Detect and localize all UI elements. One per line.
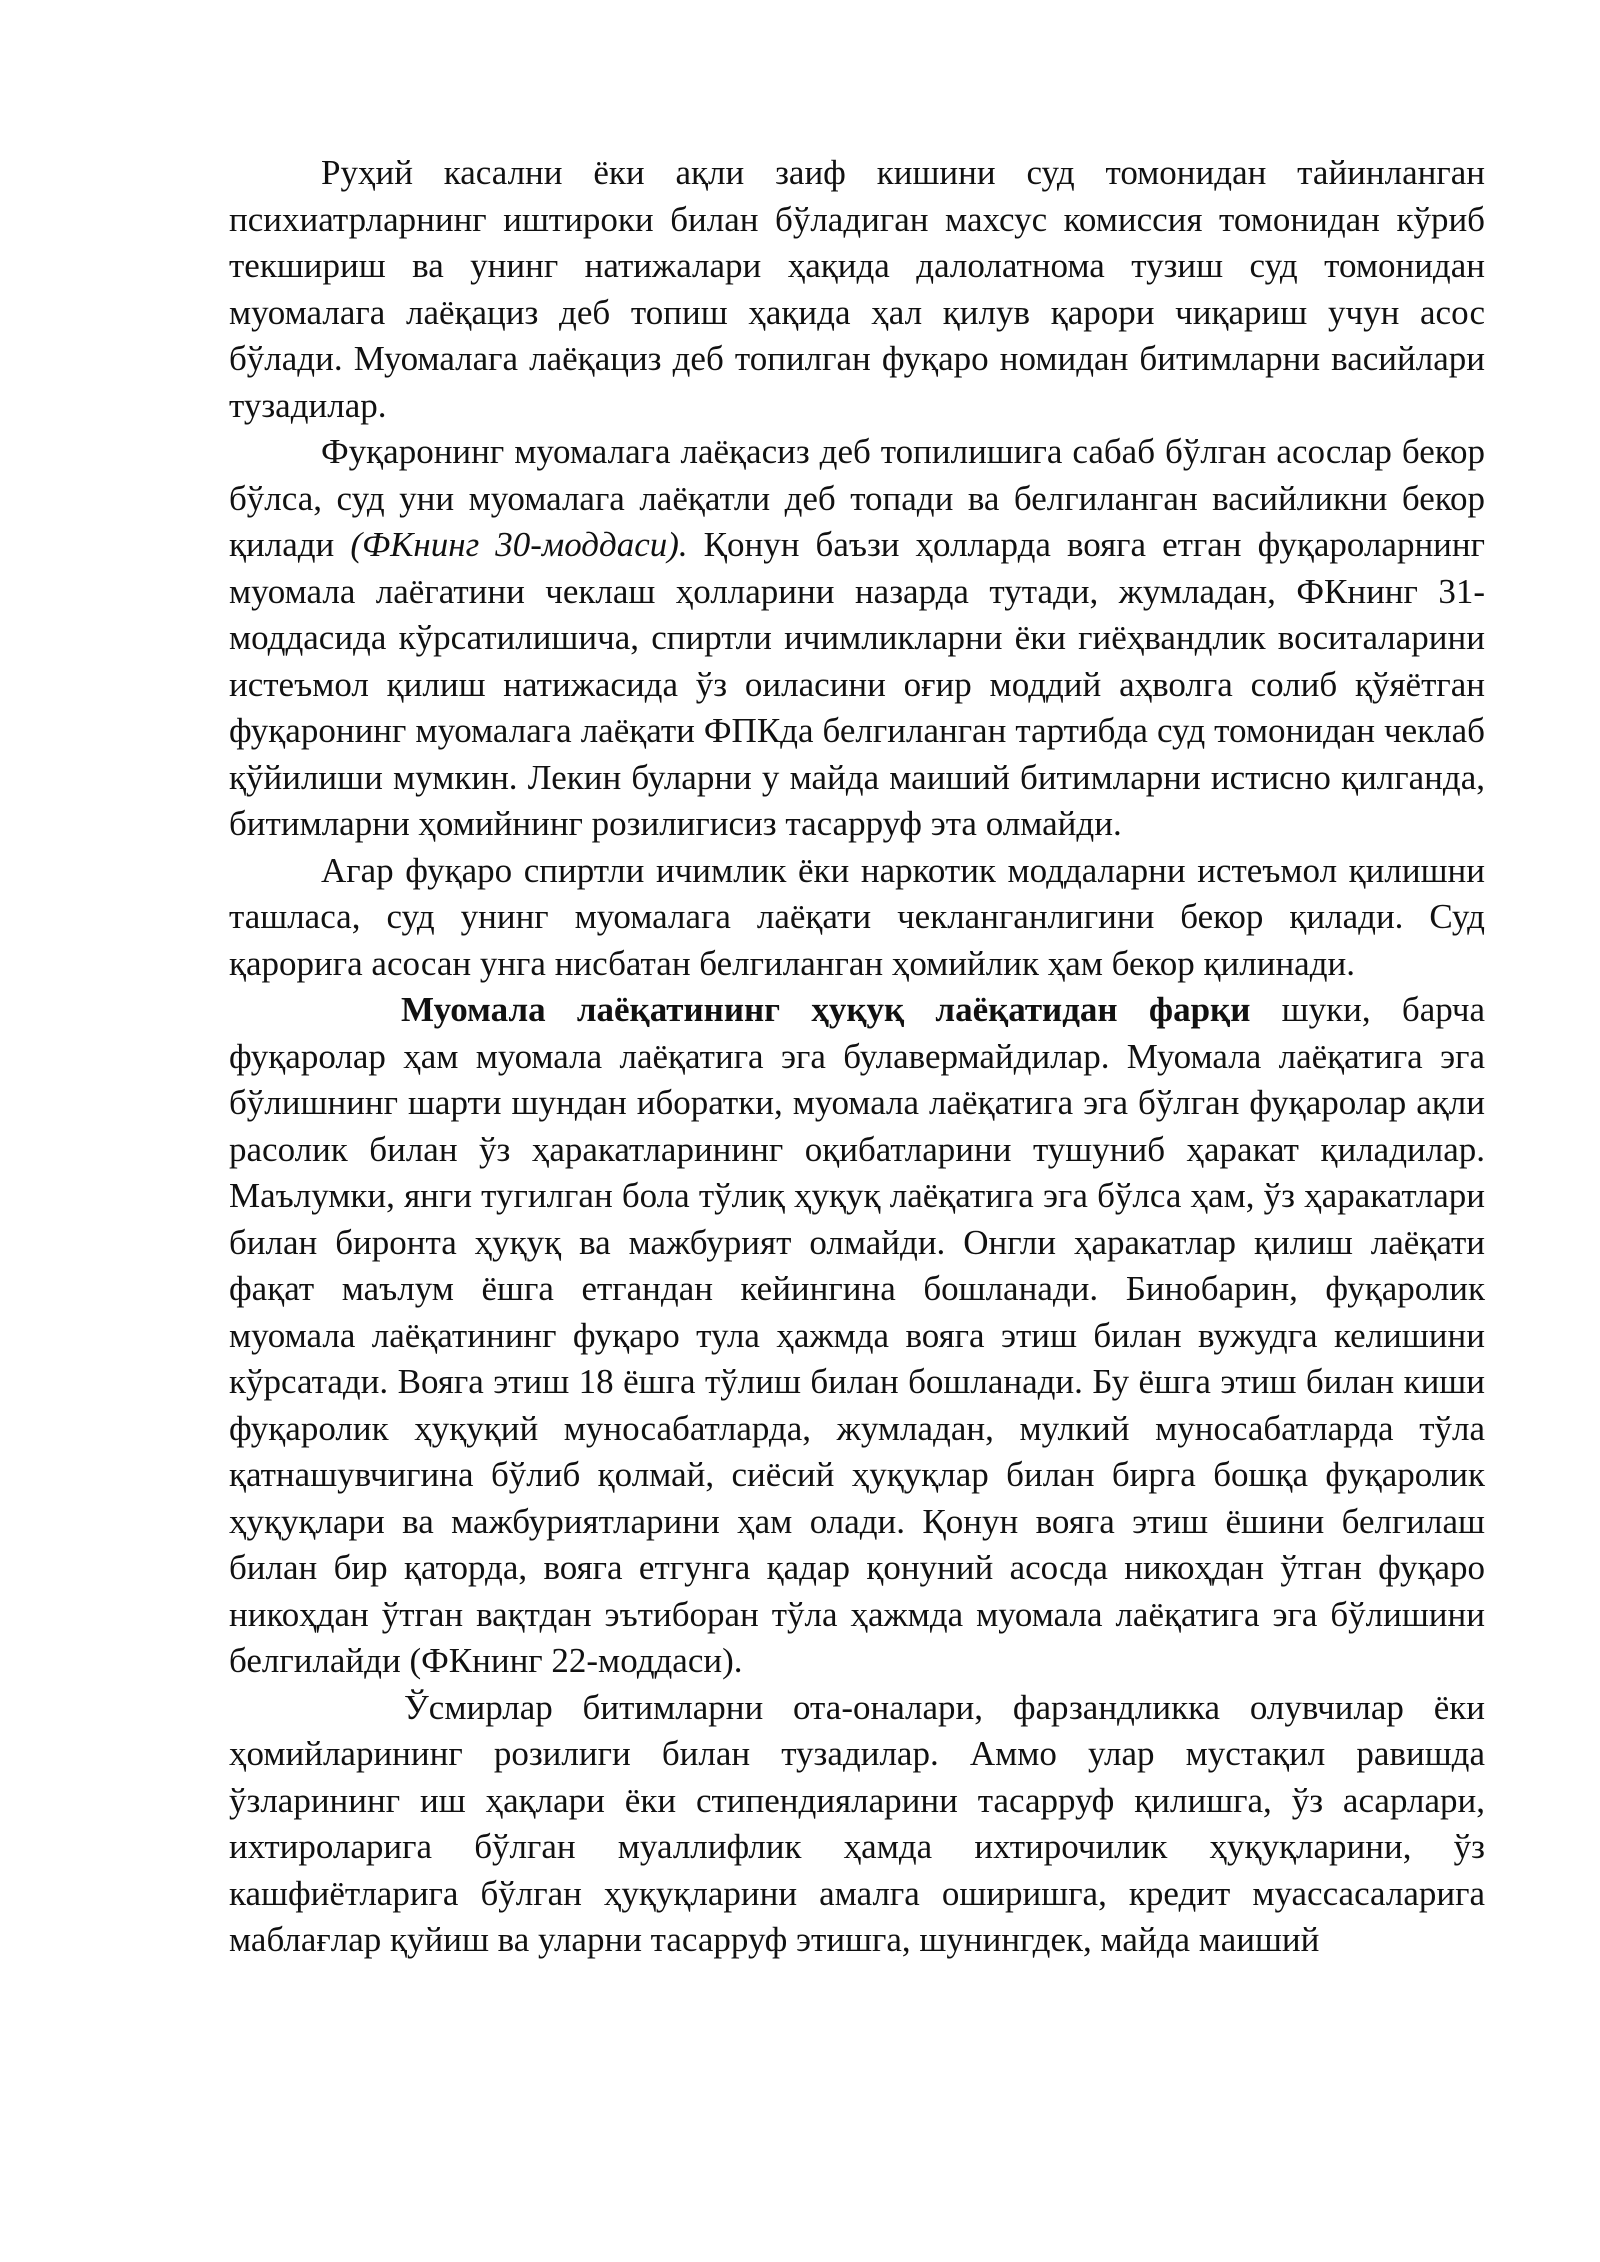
- document-page: [229, 150, 1485, 1964]
- paragraph-4: [229, 987, 1485, 1685]
- paragraph-5: [229, 1685, 1485, 1964]
- paragraph-2-text-end: Қонун баъзи ҳолларда вояга етган фуқароларнинг муомала лаёгатини чеклаш ҳолларини назарда тутади, жумладан, ФКнинг 31-моддасида кўрсатилишича, спиртли ичимликларни ёки гиёҳвандлик воситаларини истеъмол қилиш натижасида ўз оиласини оғир моддий аҳволга солиб қўяётган фуқаронинг муомалага лаёқати ФПКда белгиланган тартибда суд томонидан чеклаб қўйилиши мумкин. Лекин буларни у майда маиший битимларни истисно қилганда, битимларни ҳомийнинг розилигисиз тасарруф эта олмайди.: [229, 525, 1485, 843]
- law-reference-italic: (ФКнинг 30-моддаси).: [350, 525, 688, 564]
- paragraph-4-text: шуки, барча фуқаролар ҳам муомала лаёқатига эга булавермайдилар. Муомала лаёқатига эга бўлишнинг шарти шундан иборатки, муомала лаёқатига эга бўлган фуқаролар ақли расолик билан ўз ҳаракатларининг оқибатларини тушуниб ҳаракат қиладилар. Маълумки, янги тугилган бола тўлиқ ҳуқуқ лаёқатига эга бўлса ҳам, ўз ҳаракатлари билан биронта ҳуқуқ ва мажбурият олмайди. Онгли ҳаракатлар қилиш лаёқати фақат маълум ёшга етгандан кейингина бошланади. Бинобарин, фуқаролик муомала лаёқатининг фуқаро тула ҳажмда вояга этиш билан вужудга келишини кўрсатади. Вояга этиш 18 ёшга тўлиш билан бошланади. Бу ёшга этиш билан киши фуқаролик ҳуқуқий муносабатларда, жумладан, мулкий муносабатларда тўла қатнашувчигина бўлиб қолмай, сиёсий ҳуқуқлар билан бирга бошқа фуқаролик ҳуқуқлари ва мажбуриятларини ҳам олади. Қонун вояга этиш ёшини белгилаш билан бир қаторда, вояга етгунга қадар қонуний асосда никоҳдан ўтган фуқаро никоҳдан ўтган вақтдан эътиборан тўла ҳажмда муомала лаёқатига эга бўлишини белгилайди (ФКнинг 22-моддаси).: [229, 990, 1485, 1680]
- paragraph-2: [229, 429, 1485, 848]
- section-heading-bold: Муомала лаёқатининг ҳуқуқ лаёқатидан фарқи: [401, 990, 1251, 1029]
- paragraph-5-text: Ўсмирлар битимларни ота-оналари, фарзандликка олувчилар ёки ҳомийларининг розилиги билан тузадилар. Аммо улар мустақил равишда ўзларининг иш ҳақлари ёки стипендияларини тасарруф қилишга, ўз асарлари, ихтироларига бўлган муаллифлик ҳамда ихтирочилик ҳуқуқларини, ўз кашфиётларига бўлган ҳуқуқларини амалга оширишга, кредит муассасаларига маблағлар қуйиш ва уларни тасарруф этишга, шунингдек, майда маиший: [229, 1687, 1485, 1959]
- paragraph-3: [229, 848, 1485, 988]
- paragraph-1: [229, 150, 1485, 429]
- paragraph-3-text: Агар фуқаро спиртли ичимлик ёки наркотик моддаларни истеъмол қилишни ташласа, суд унинг муомалага лаёқати чекланганлигини бекор қилади. Суд қарорига асосан унга нисбатан белгиланган ҳомийлик ҳам бекор қилинади.: [229, 850, 1485, 983]
- paragraph-2-text-start: Фуқаронинг муомалага лаёқасиз деб топилишига сабаб бўлган асослар бекор бўлса, суд уни муомалага лаёқатли деб топади ва белгиланган васийликни бекор қилади: [229, 432, 1485, 564]
- paragraph-1-text: Руҳий касални ёки ақли заиф кишини суд томонидан тайинланган психиатрларнинг иштироки билан бўладиган махсус комиссия томонидан кўриб текшириш ва унинг натижалари ҳақида далолатнома тузиш суд томонидан муомалага лаёқациз деб топиш ҳақида ҳал қилув қарори чиқариш учун асос бўлади. Муомалага лаёқациз деб топилган фуқаро номидан битимларни васийлари тузадилар.: [229, 153, 1485, 425]
